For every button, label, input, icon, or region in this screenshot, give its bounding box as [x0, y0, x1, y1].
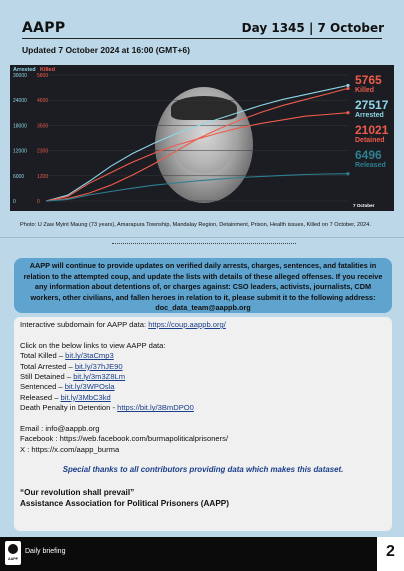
series-end-point: [346, 84, 349, 87]
subdomain-line: [20, 320, 386, 330]
released-label: Released: [355, 162, 386, 169]
axis-right-ticks: [37, 73, 48, 205]
left-tick-label: 6000: [13, 173, 25, 180]
photo-caption: Photo: U Zaw Myint Maung (73 years), Amarapura Township, Mandalay Region, Detainment, Prison, Health issues, Killed on 7 October, 2024.: [20, 222, 371, 228]
contact-x[interactable]: X : https://x.com/aapp_burma: [20, 444, 120, 454]
series-lines: [46, 84, 350, 201]
day-separator: |: [308, 21, 314, 35]
left-tick-label: 24000: [13, 98, 27, 105]
dotted-divider: [112, 243, 296, 244]
updated-timestamp: Updated 7 October 2024 at 16:00 (GMT+6): [22, 45, 190, 55]
data-link-url[interactable]: bit.ly/3WPOsla: [64, 382, 115, 392]
right-tick-label: 4600: [37, 98, 49, 105]
links-intro: Click on the below links to view AAPP data:: [20, 340, 166, 350]
left-tick-label: 12000: [13, 148, 27, 155]
data-link-url[interactable]: https://bit.ly/3BmDPO0: [117, 403, 194, 413]
data-link-row: [20, 382, 386, 392]
legend-killed: Killed: [40, 67, 55, 73]
series-line-arrested: [46, 85, 348, 201]
slogan: “Our revolution shall prevail”: [20, 488, 135, 498]
page-number: 2: [386, 543, 395, 560]
right-tick-label: 3500: [37, 123, 49, 130]
data-link-row: [20, 351, 386, 361]
data-link-row: [20, 393, 386, 403]
data-link-url[interactable]: bit.ly/37hJE90: [74, 361, 123, 371]
right-tick-label: 0: [37, 199, 40, 205]
series-end-point: [346, 87, 349, 90]
detained-value: 21021: [355, 123, 389, 137]
subdomain-link[interactable]: https://coup.aappb.org/: [148, 320, 226, 329]
detained-label: Detained: [355, 137, 385, 144]
right-tick-label: 5800: [37, 73, 49, 79]
left-tick-label: 30000: [13, 73, 27, 79]
chart-svg: [10, 65, 394, 211]
thanks-note: Special thanks to all contributors providing data which makes this dataset.: [62, 465, 344, 475]
killed-label: Killed: [355, 87, 375, 94]
data-link-row: [20, 372, 386, 382]
data-link-row: [20, 403, 386, 413]
notice-box: [14, 258, 392, 313]
header-rule: [22, 38, 382, 39]
logo-mark-icon: [8, 544, 18, 554]
left-tick-label: 0: [13, 199, 16, 205]
data-link-label: Total Arrested –: [20, 361, 75, 371]
left-tick-label: 18000: [13, 123, 27, 130]
section-divider: [0, 237, 404, 238]
right-tick-label: 2300: [37, 148, 49, 155]
data-link-label: Death Penalty in Detention -: [20, 403, 118, 413]
data-link-url[interactable]: bit.ly/3MbC3kd: [60, 392, 111, 402]
statistics-chart: [10, 65, 394, 211]
page-header: [0, 0, 404, 65]
organization-name: Assistance Association for Political Prisoners (AAPP): [20, 499, 229, 509]
data-link-label: Released –: [20, 392, 61, 402]
series-end-point: [346, 172, 349, 175]
end-date-label: 7 October: [353, 203, 375, 208]
right-tick-label: 1200: [37, 173, 49, 180]
arrested-label: Arrested: [355, 112, 384, 119]
arrested-value: 27517: [355, 98, 389, 112]
data-links-list: [20, 351, 386, 413]
contact-email[interactable]: Email : info@aappb.org: [20, 424, 100, 434]
logo-text: AAPP: [8, 557, 18, 561]
info-panel: [14, 317, 392, 531]
footer-label: Daily briefing: [25, 548, 66, 555]
data-link-label: Still Detained –: [20, 372, 74, 382]
released-value: 6496: [355, 148, 382, 162]
series-line-killed: [46, 88, 348, 201]
brand-title: AAPP: [22, 20, 66, 36]
page-footer: [0, 537, 404, 571]
data-link-label: Sentenced –: [20, 382, 65, 392]
series-line-released: [46, 174, 348, 201]
data-link-url[interactable]: bit.ly/3m3Z8Lm: [73, 372, 126, 382]
data-link-row: [20, 362, 386, 372]
day-counter: [242, 21, 384, 35]
series-end-point: [346, 111, 349, 114]
data-link-label: Total Killed –: [20, 351, 66, 361]
axis-left-ticks: [13, 73, 348, 205]
contact-facebook[interactable]: Facebook : https://web.facebook.com/burmapoliticalprisoners/: [20, 434, 229, 444]
subdomain-label: Interactive subdomain for AAPP data:: [20, 320, 149, 329]
notice-text: AAPP will continue to provide updates on verified daily arrests, charges, sentences, and fatalities in relation to the attempted coup, and update the lists with details of these alleged offenses. If you receive any information about detentions of, or charges against: CSO leaders, activists, journalists, CDM workers, other civilians, and fallen heroes in relation to it, please submit it to the following address: doc_data_team@aappb.org: [23, 261, 383, 313]
legend-arrested: Arrested: [13, 67, 36, 73]
data-link-url[interactable]: bit.ly/3taCmp3: [65, 351, 114, 361]
killed-value: 5765: [355, 73, 382, 87]
day-number: Day 1345: [241, 21, 305, 35]
day-date: 7 October: [317, 21, 384, 35]
aapp-logo: [5, 541, 21, 565]
page-number-box: [377, 537, 404, 571]
